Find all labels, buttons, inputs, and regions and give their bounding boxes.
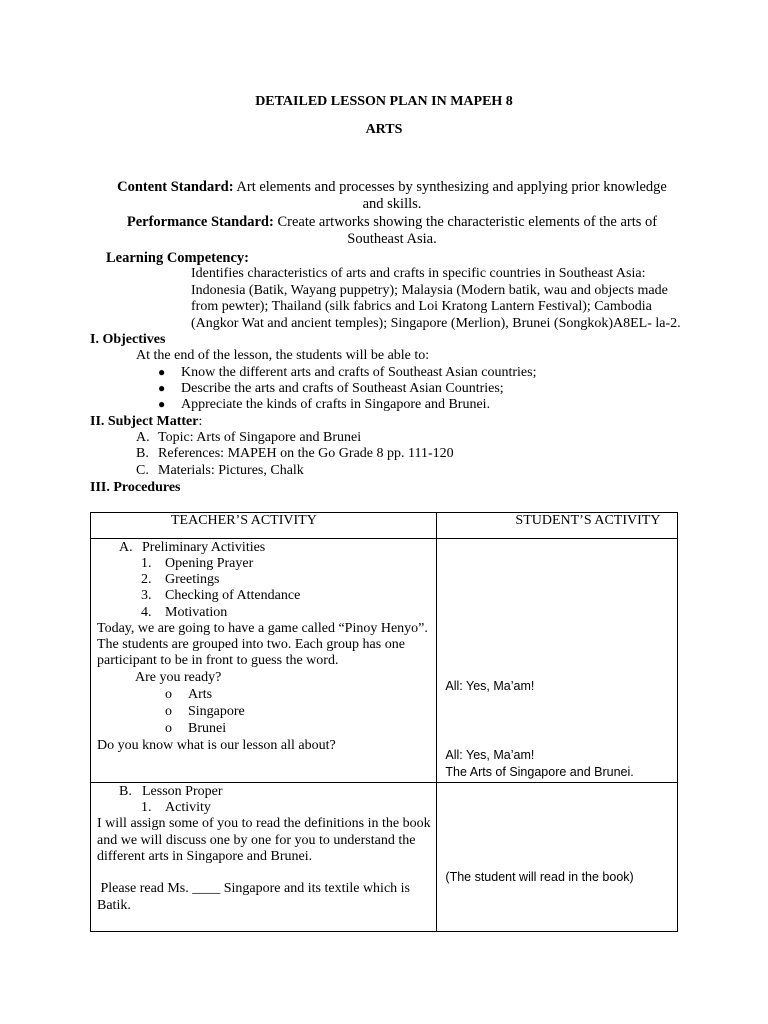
objective-item: Appreciate the kinds of crafts in Singapore and Brunei. [181,397,491,412]
bullet-icon: ● [158,381,166,395]
objectives-heading: I. Objectives [90,332,166,347]
sub-bullet-icon: o [165,704,172,719]
student-response: The Arts of Singapore and Brunei. [445,765,634,779]
paragraph-line: The students are grouped into two. Each group has one [97,637,405,652]
learning-competency-line: from pewter); Thailand (silk fabrics and Loi Kratong Lantern Festival); Cambodia [191,299,652,314]
performance-standard-text-1: Create artworks showing the characteristic elements of the arts of [273,214,658,230]
subject-matter-item: Topic: Arts of Singapore and Brunei [158,430,362,445]
paragraph-line: I will assign some of you to read the definitions in the book [97,816,431,831]
step-marker: 3. [141,588,152,603]
objective-item: Describe the arts and crafts of Southeast Asian Countries; [181,381,504,396]
learning-competency-label: Learning Competency: [106,250,249,266]
learning-competency-line: Indonesia (Batik, Wayang puppetry); Malaysia (Modern batik, wau and objects made [191,282,668,298]
paragraph-line: Please read Ms. ____ Singapore and its textile which is [97,881,410,896]
are-you-ready: Are you ready? [135,670,222,685]
section-marker: B. [119,784,132,799]
subject-matter-heading [90,414,202,431]
document-subtitle: ARTS [365,122,403,137]
step-text: Opening Prayer [165,556,254,571]
sub-bullet-icon: o [165,721,172,736]
subject-matter-heading-text: II. Subject Matter [90,414,199,429]
subject-matter-marker: C. [136,463,149,478]
section-label: Preliminary Activities [142,540,266,555]
student-response: All: Yes, Ma’am! [445,679,535,693]
step-text: Greetings [165,572,220,587]
paragraph-line: different arts in Singapore and Brunei. [97,849,313,864]
subject-matter-colon: : [198,414,203,429]
learning-competency-line: (Angkor Wat and ancient temples); Singapore (Merlion), Brunei (Songkok)A8EL- la-2. [191,315,681,331]
teacher-activity-header: TEACHER’S ACTIVITY [171,513,317,528]
step-marker: 1. [141,556,152,571]
objective-item: Know the different arts and crafts of Southeast Asian countries; [181,365,537,380]
learning-competency-text [191,266,681,332]
content-standard-label: Content Standard: [117,179,234,195]
performance-standard-text-2: Southeast Asia. [347,231,437,247]
step-marker: 1. [141,800,152,815]
bullet-icon: ● [158,397,166,411]
content-standard-text-1: Art elements and processes by synthesizing and applying prior knowledge [233,179,667,195]
learning-competency-line: Identifies characteristics of arts and crafts in specific countries in Southeast Asia: [191,266,646,281]
sub-item: Arts [188,687,213,702]
procedures-table [90,512,678,932]
teacher-activity-cell [91,539,437,783]
student-response: (The student will read in the book) [445,870,634,884]
section-marker: A. [119,540,133,555]
content-standard [92,179,692,213]
section-label: Lesson Proper [142,784,223,799]
step-marker: 2. [141,572,152,587]
student-activity-cell [437,783,678,932]
performance-standard [92,214,692,248]
paragraph-line: Batik. [97,898,131,913]
sub-item: Singapore [188,704,245,719]
table-header-row [91,513,678,539]
teacher-activity-header-cell [91,513,437,539]
subject-matter-item: References: MAPEH on the Go Grade 8 pp. 111-120 [158,446,454,461]
subject-matter-item: Materials: Pictures, Chalk [158,463,304,478]
paragraph-line: participant to be in front to guess the word. [97,653,339,668]
step-marker: 4. [141,605,152,620]
step-text: Motivation [165,605,228,620]
sub-bullet-icon: o [165,687,172,702]
student-activity-header: STUDENT’S ACTIVITY [515,513,661,528]
sub-item: Brunei [188,721,227,736]
table-row [91,539,678,783]
paragraph-line: Today, we are going to have a game called “Pinoy Henyo”. [97,621,428,636]
procedures-heading: III. Procedures [90,480,181,495]
content-standard-text-2: and skills. [362,196,422,212]
lesson-question: Do you know what is our lesson all about? [97,738,336,753]
student-response: All: Yes, Ma’am! [445,748,535,762]
student-activity-cell [437,539,678,783]
teacher-activity-cell [91,783,437,932]
step-text: Activity [165,800,211,815]
bullet-icon: ● [158,365,166,379]
student-activity-header-cell [437,513,678,539]
paragraph-line: and we will discuss one by one for you to understand the [97,833,416,848]
subject-matter-marker: A. [136,430,150,445]
performance-standard-label: Performance Standard: [126,214,274,230]
objectives-intro: At the end of the lesson, the students will be able to: [136,348,430,363]
table-row [91,783,678,932]
subject-matter-marker: B. [136,446,149,461]
document-title: DETAILED LESSON PLAN IN MAPEH 8 [255,94,513,109]
step-text: Checking of Attendance [165,588,301,603]
